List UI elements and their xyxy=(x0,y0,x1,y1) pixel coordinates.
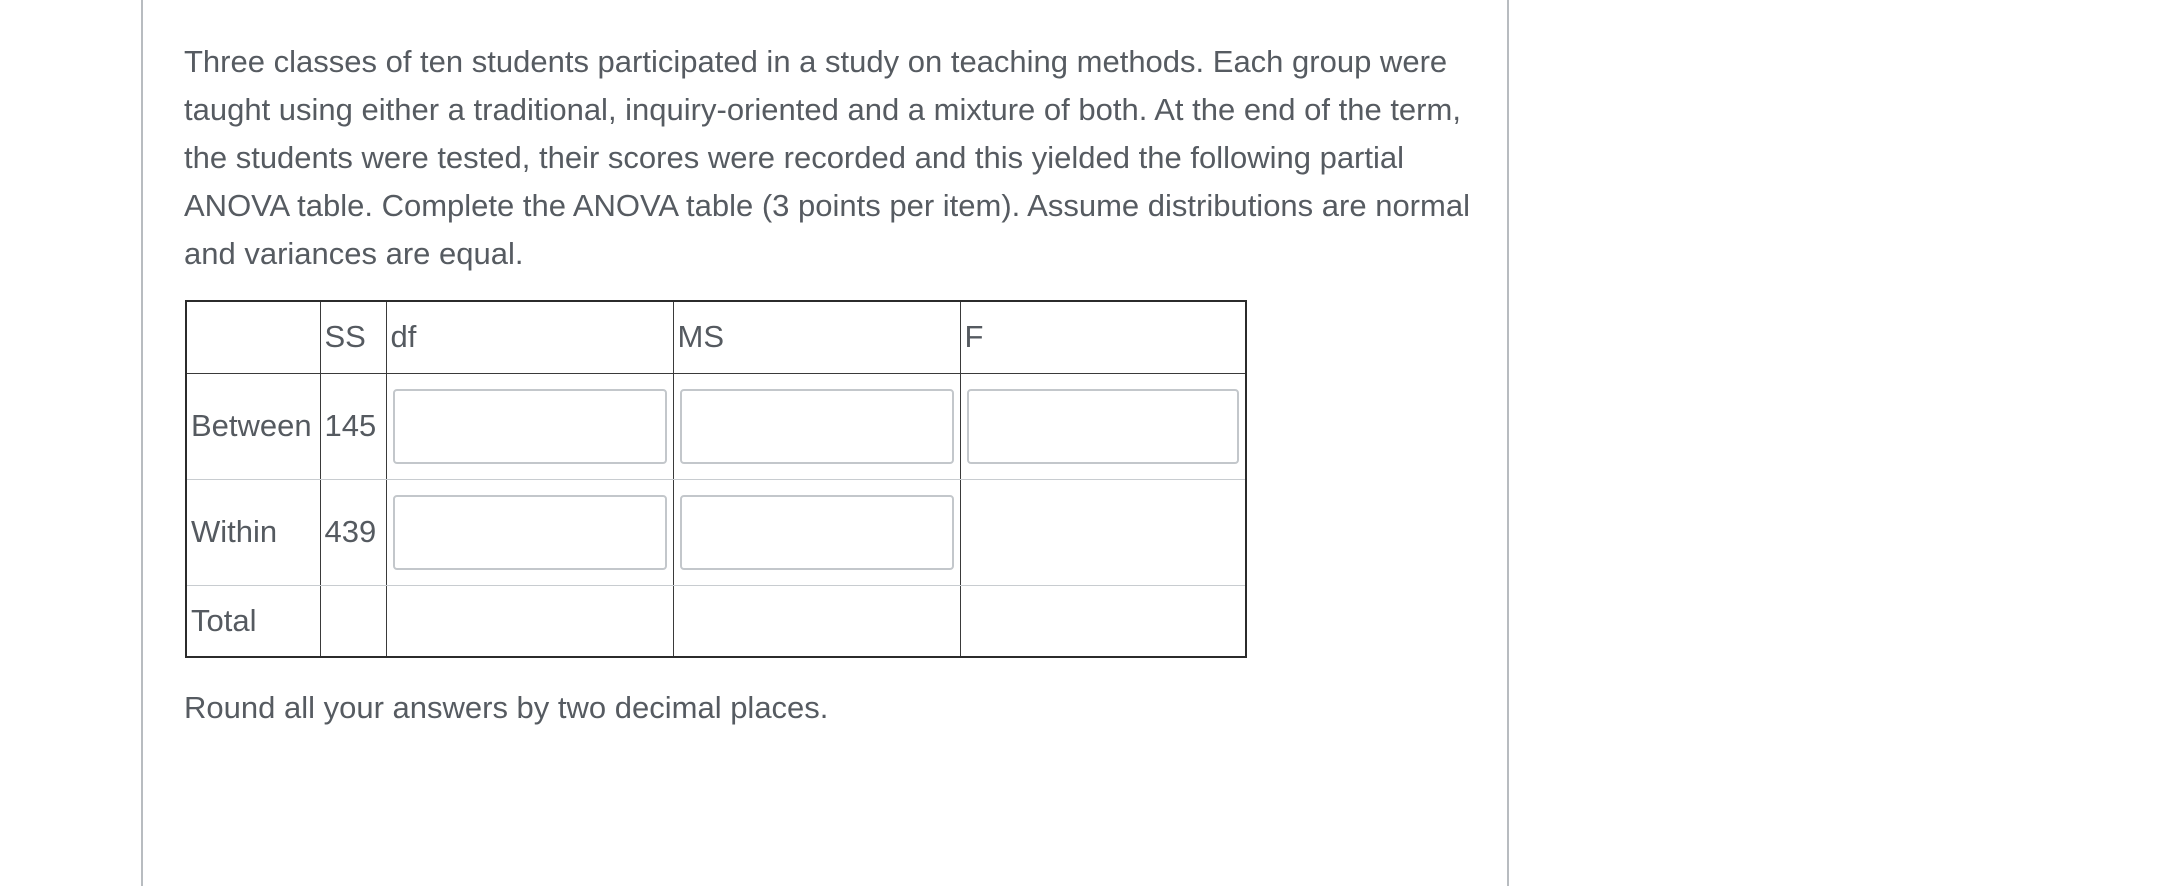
anova-table xyxy=(185,300,1247,658)
header-ms: MS xyxy=(673,301,960,373)
header-ss: SS xyxy=(320,301,386,373)
between-df-cell xyxy=(386,373,673,479)
rounding-instruction: Round all your answers by two decimal places. xyxy=(184,690,829,725)
question-panel xyxy=(141,0,1509,886)
question-text: Three classes of ten students participated in a study on teaching methods. Each group were taught using either a traditional, inquiry-oriented and a mixture of both. At the end of the term, the students were tested, their scores were recorded and this yielded the following partial ANOVA table. Complete the ANOVA table (3 points per item). Assume distributions are normal and variances are equal. xyxy=(184,44,1470,271)
total-ss xyxy=(320,585,386,657)
within-ms-input[interactable] xyxy=(680,495,954,570)
within-ms-cell xyxy=(673,479,960,585)
table-row-between xyxy=(186,373,1246,479)
total-f xyxy=(960,585,1246,657)
within-f-empty xyxy=(960,479,1246,585)
between-ms-cell xyxy=(673,373,960,479)
header-source xyxy=(186,301,320,373)
table-row-total xyxy=(186,585,1246,657)
between-f-input[interactable] xyxy=(967,389,1240,464)
table-header-row xyxy=(186,301,1246,373)
table-row-within xyxy=(186,479,1246,585)
within-ss: 439 xyxy=(320,479,386,585)
header-df: df xyxy=(386,301,673,373)
within-label: Within xyxy=(186,479,320,585)
between-label: Between xyxy=(186,373,320,479)
between-ms-input[interactable] xyxy=(680,389,954,464)
header-f: F xyxy=(960,301,1246,373)
between-f-cell xyxy=(960,373,1246,479)
between-ss: 145 xyxy=(320,373,386,479)
total-df xyxy=(386,585,673,657)
between-df-input[interactable] xyxy=(393,389,667,464)
total-label: Total xyxy=(186,585,320,657)
within-df-input[interactable] xyxy=(393,495,667,570)
total-ms xyxy=(673,585,960,657)
within-df-cell xyxy=(386,479,673,585)
